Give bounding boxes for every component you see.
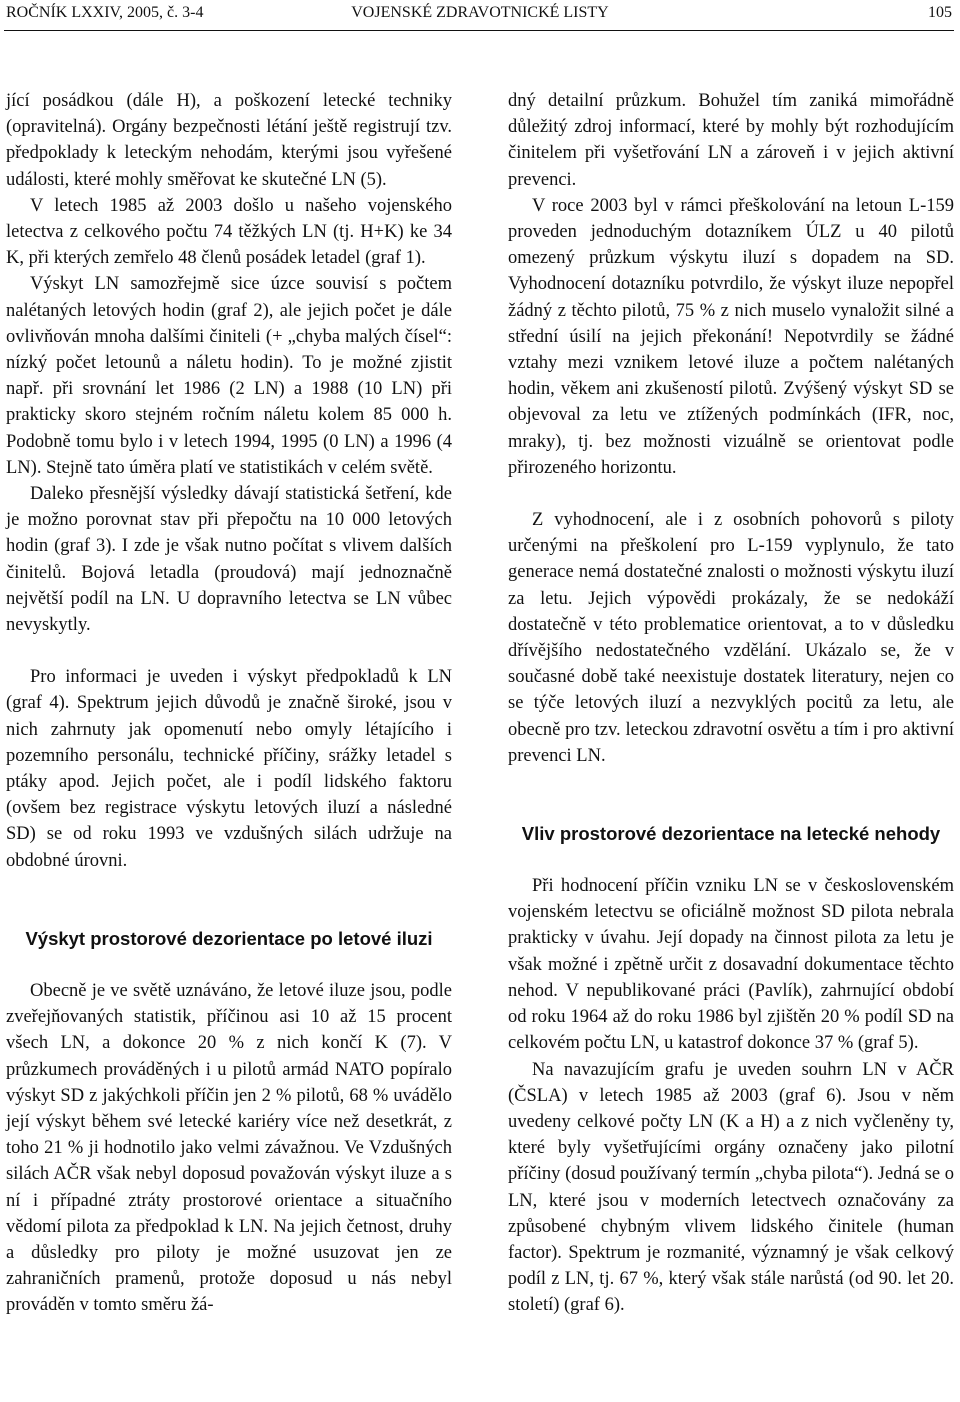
paragraph: Výskyt LN samozřejmě sice úzce souvisí s počtem nalétaných letových hodin (graf 2), ale jejich počet je dále ovlivňován mnoha dalšími činiteli (+ „chyba malých čísel“: nízký počet letounů a náletu hodin). To je možné zjistit např. při srovnání let 1986 (2 LN) a 1988 (10 LN) při prakticky skoro stejném ročním náletu kolem 85 000 h. Podobně tomu bylo i v letech 1994, 1995 (0 LN) a 1996 (4 LN). Stejně tato úměra platí ve statistikách v celém světě. xyxy=(6,274,452,478)
spacer xyxy=(508,769,954,795)
spacer xyxy=(6,638,452,664)
volume-issue: ROČNÍK LXXIV, 2005, č. 3-4 xyxy=(6,4,204,21)
paragraph: Z vyhodnocení, ale i z osobních pohovorů s piloty určenými na přeškolení pro L-159 vyplynulo, že tato generace nemá dostatečné znalosti o možnosti výskytu iluzí za letu. Jejich výpovědi prokázaly, že se nedokáží dostatečně v této problematice orientovat, a to v důsledku dřívějšího nedostatečného vzdělání. Ukázalo se, že v současné době také neexistuje dostatek literatury, nejen co se týče letových iluzí a nezvyklých pocitů za letu, ale obecně pro tzv. leteckou zdravotní osvětu a tím i pro aktivní prevenci LN. xyxy=(508,510,954,766)
header-rule xyxy=(4,30,954,31)
running-header xyxy=(0,0,960,40)
spacer xyxy=(6,874,452,900)
section-heading: Výskyt prostorové dezorientace po letové iluzi xyxy=(25,927,433,949)
paragraph: V letech 1985 až 2003 došlo u našeho vojenského letectva z celkového počtu 74 těžkých LN (tj. H+K) ke 34 K, při kterých zemřelo 48 členů posádek letadel (graf 1). xyxy=(6,195,452,269)
right-column xyxy=(508,88,954,1319)
left-column xyxy=(6,88,452,1319)
paragraph: Daleko přesnější výsledky dávají statistická šetření, kde je možno porovnat stav při přepočtu na 10 000 letových hodin (graf 3). I zde je však nutno počítat s vlivem dalších činitelů. Bojová letadla (proudová) mají jednoznačně největší podíl na LN. U dopravního letectva se LN vůbec nevyskytly. xyxy=(6,484,452,636)
paragraph: dný detailní průzkum. Bohužel tím zaniká mimořádně důležitý zdroj informací, které by mohly být rozhodujícím činitelem při vyšetřování LN a zároveň i v jejich aktivní prevenci. xyxy=(508,91,954,190)
paragraph: Obecně je ve světě uznáváno, že letové iluze jsou, podle zveřejňovaných statistik, příčinou asi 10 až 15 procent všech LN, a dokonce 20 % z nich končí K (7). V průzkumech prováděných i u pilotů armád NATO popíralo výskyt SD z jakýchkoli příčin jen 2 % pilotů, 68 % uvádělo její výskyt během své letecké kariéry více než desetkrát, z toho 21 % ji hodnotilo jako velmi závažnou. Ve Vzdušných silách AČR však nebyl doposud považován výskyt iluze a s ní i případné ztráty prostorové orientace a situačního vědomí pilota za předpoklad k LN. Na jejich četnost, druhy a důsledky pro piloty je možné usuzovat jen ze zahraničních pramenů, protože doposud u nás nebyl prováděn v tomto směru žá- xyxy=(6,980,452,1316)
paragraph: Pro informaci je uveden i výskyt předpokladů k LN (graf 4). Spektrum jejich důvodů je značně široké, jsou v nich zahrnuty jak opomenutí nebo omyly létajícího i pozemního personálu, technické příčiny, srážky letadel s ptáky apod. Jejich počet, ale i podíl lidského faktoru (ovšem bez registrace výskytu letových iluzí a následné SD) se od roku 1993 ve vzdušných silách udržuje na obdobné úrovni. xyxy=(6,667,452,871)
journal-title: VOJENSKÉ ZDRAVOTNICKÉ LISTY xyxy=(351,4,609,21)
paragraph: V roce 2003 byl v rámci přeškolování na letoun L-159 proveden jednoduchým dotazníkem ÚLZ u 40 pilotů omezený průzkum výskytu iluzí s dopadem na SD. Vyhodnocení dotazníku potvrdilo, že výskyt iluze nepopřel žádný z těchto pilotů, 75 % z nich muselo vynaložit silné a střední úsilí na jejich překonání! Nepotvrdily se žádné vztahy mezi vznikem letové iluze a počtem nalétaných hodin, věkem ani zkušeností pilotů. Zvýšený výskyt SD se objevoval za letu ve ztížených podmínkách (IFR, noc, mraky), tj. bez možnosti vizuálně se orientovat podle přirozeného horizontu. xyxy=(508,195,954,478)
spacer xyxy=(6,952,452,978)
paragraph: Při hodnocení příčin vzniku LN se v československém vojenském letectvu se oficiálně možnost SD pilota nebrala prakticky v úvahu. Její dopady na činnost pilota za letu je však možné i zpětně určit z dosavadní dokumentace těchto nehod. V nepublikované práci (Pavlík), zahrnující období od roku 1964 až do roku 1986 byl zjištěn 20 % podíl SD na celkovém počtu LN, u katastrof dokonce 37 % (graf 5). xyxy=(508,876,954,1054)
section-heading: Vliv prostorové dezorientace na letecké nehody xyxy=(521,823,941,845)
spacer xyxy=(6,900,452,926)
paragraph: jící posádkou (dále H), a poškození letecké techniky (opravitelná). Orgány bezpečnosti létání ještě registrují tzv. předpoklady k leteckým nehodám, kterými jsou vyřešené události, které mohly směřovat ke skutečné LN (5). xyxy=(6,91,452,190)
spacer xyxy=(508,847,954,873)
paragraph: Na navazujícím grafu je uveden souhrn LN v AČR (ČSLA) v letech 1985 až 2003 (graf 6). Jsou v něm uvedeny celkové počty LN (K a H) a z nich vyčleněny ty, které byly vyšetřujícími orgány označeny jako pilotní příčiny (dosud používaný termín „chyba pilota“). Jedná se o LN, které jsou v moderních letectvech označovány za způsobené chybným vlivem lidského činitele (human factor). Spektrum je rozmanité, významný je však celkový podíl z LN, tj. 67 %, který však stále narůstá (od 90. let 20. století) (graf 6). xyxy=(508,1059,954,1316)
spacer xyxy=(508,481,954,507)
spacer xyxy=(508,795,954,821)
page-number: 105 xyxy=(928,4,952,21)
